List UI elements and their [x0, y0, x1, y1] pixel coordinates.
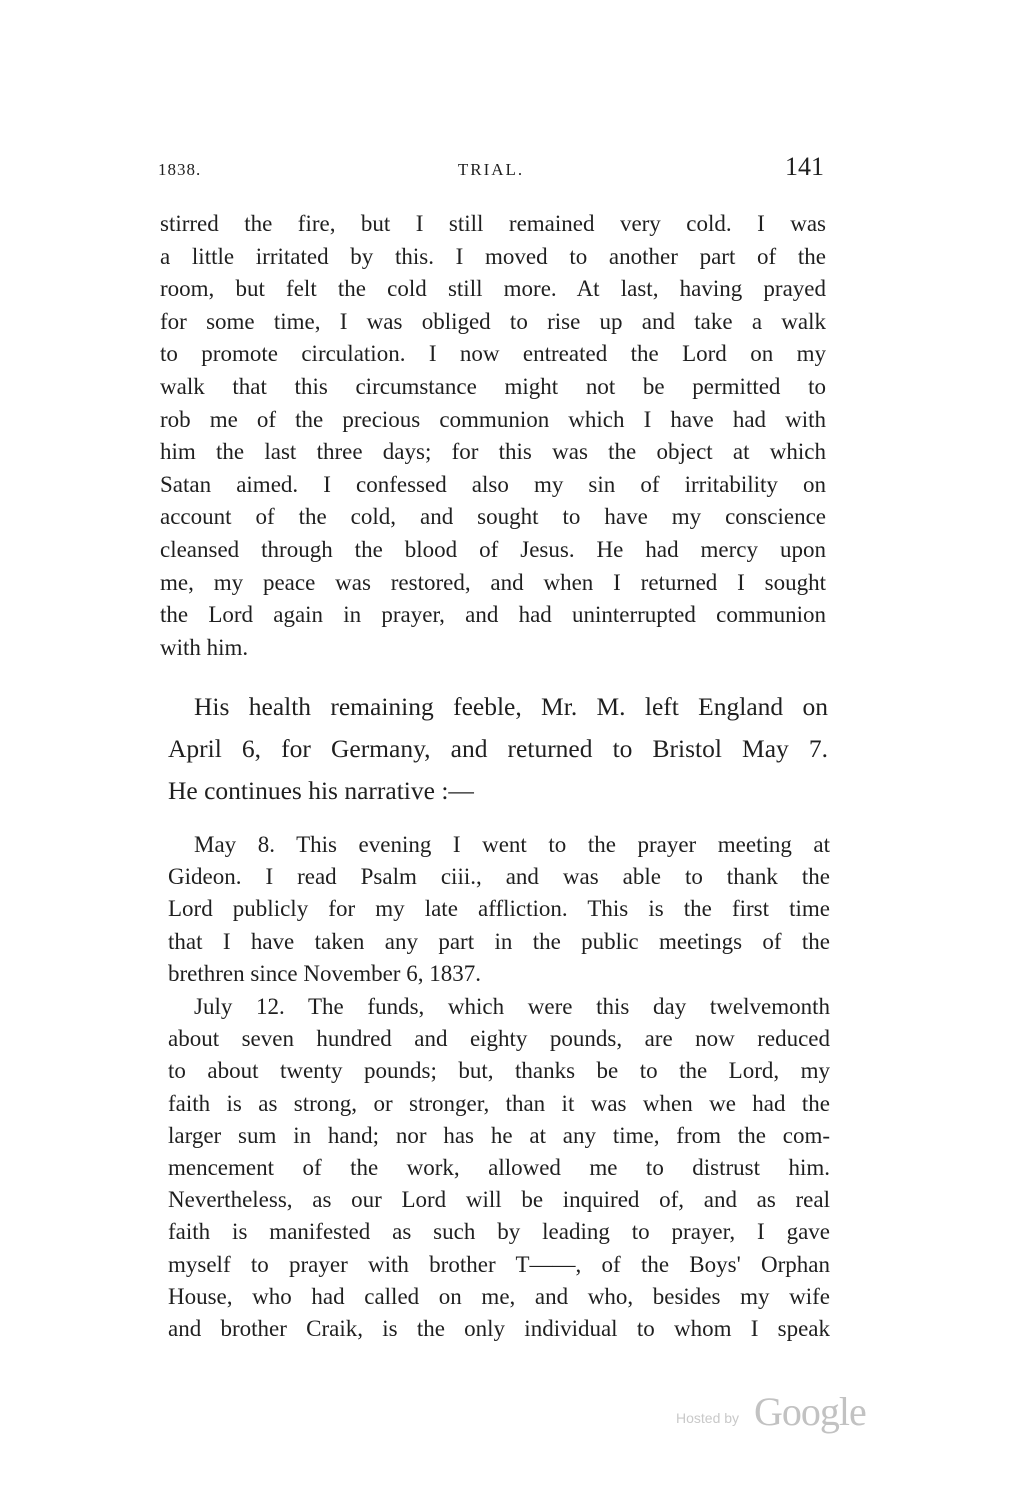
text-line: mencement of the work, allowed me to distrust him.	[168, 1154, 830, 1180]
text-line: larger sum in hand; nor has he at any time, from the com-	[168, 1122, 830, 1148]
text-line: the Lord again in prayer, and had uninterrupted communion	[160, 602, 826, 628]
text-line: Satan aimed. I confessed also my sin of irritability on	[160, 471, 826, 497]
paragraph-continued	[160, 208, 826, 664]
text-line: faith is as strong, or stronger, than it was when we had the	[168, 1090, 830, 1116]
google-logo: Google	[754, 1389, 866, 1434]
text-line: stirred the fire, but I still remained very cold. I was	[160, 211, 826, 236]
text-line: room, but felt the cold still more. At last, having prayed	[160, 276, 826, 302]
text-line: House, who had called on me, and who, besides my wife	[168, 1283, 830, 1309]
text-line: April 6, for Germany, and returned to Bristol May 7.	[168, 734, 828, 763]
text-line: with him.	[160, 634, 249, 660]
text-line: myself to prayer with brother T——, of the Boys' Orphan	[168, 1251, 830, 1277]
text-line: He continues his narrative :—	[168, 776, 474, 805]
running-head	[158, 152, 824, 186]
text-line: May 8. This evening I went to the prayer meeting at	[194, 832, 830, 857]
text-line: for some time, I was obliged to rise up and take a walk	[160, 308, 826, 334]
text-line: that I have taken any part in the public meetings of the	[168, 928, 830, 954]
hosted-by-label: Hosted by	[676, 1410, 740, 1426]
running-head-year: 1838.	[158, 160, 202, 179]
text-line: Nevertheless, as our Lord will be inquired of, and as real	[168, 1187, 830, 1213]
journal-entry-july-12	[168, 991, 830, 1345]
text-line: His health remaining feeble, Mr. M. left England on	[194, 692, 828, 721]
page-number: 141	[785, 152, 824, 181]
text-line: Gideon. I read Psalm ciii., and was able to thank the	[168, 864, 830, 890]
text-line: cleansed through the blood of Jesus. He had mercy upon	[160, 536, 826, 562]
text-line: faith is manifested as such by leading to prayer, I gave	[168, 1219, 830, 1245]
text-line: him the last three days; for this was the object at which	[160, 439, 826, 465]
text-line: about seven hundred and eighty pounds, are now reduced	[168, 1026, 830, 1052]
text-line: and brother Craik, is the only individual to whom I speak	[168, 1315, 830, 1341]
text-line: to about twenty pounds; but, thanks be to the Lord, my	[168, 1058, 830, 1084]
text-line: walk that this circumstance might not be permitted to	[160, 373, 826, 399]
journal-entry-may-8	[168, 829, 830, 990]
text-line: brethren since November 6, 1837.	[168, 960, 481, 986]
text-line: Lord publicly for my late affliction. This is the first time	[168, 896, 830, 922]
hosted-by-google-watermark	[676, 1389, 886, 1434]
editorial-note	[168, 686, 828, 812]
text-line: to promote circulation. I now entreated the Lord on my	[160, 341, 826, 367]
text-line: July 12. The funds, which were this day twelvemonth	[194, 994, 830, 1019]
text-line: a little irritated by this. I moved to another part of the	[160, 243, 826, 269]
text-line: rob me of the precious communion which I have had with	[160, 406, 826, 432]
text-line: account of the cold, and sought to have my conscience	[160, 504, 826, 530]
text-line: me, my peace was restored, and when I returned I sought	[160, 569, 826, 595]
running-head-title: TRIAL.	[457, 160, 525, 179]
